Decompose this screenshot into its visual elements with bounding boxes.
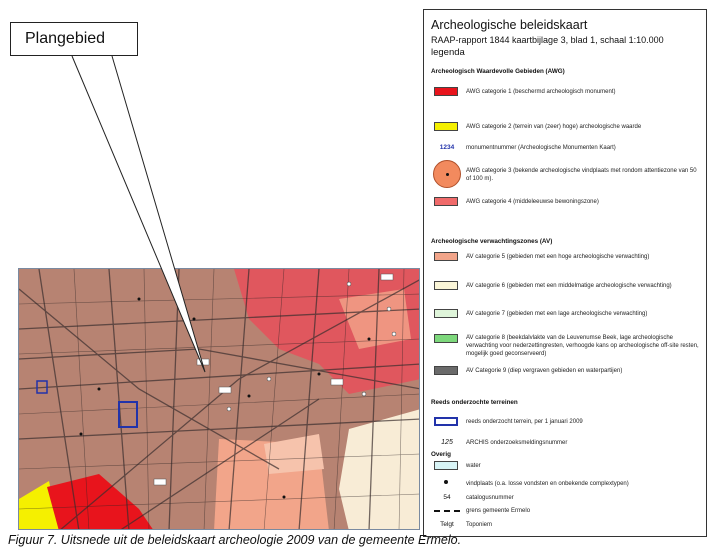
item-archis: ARCHIS onderzoeksmeldingsnummer: [466, 440, 568, 446]
swatch-av6: [434, 281, 458, 290]
item-av6: AV categorie 6 (gebieden met een middelmatige archeologische verwachting): [466, 283, 672, 289]
item-toponiem: Toponiem: [466, 522, 493, 528]
section-overig: Overig: [431, 451, 451, 458]
swatch-av7: [434, 309, 458, 318]
legend-label: legenda: [431, 47, 465, 58]
swatch-awg3: [433, 160, 461, 188]
toponiem-example: Telgt: [440, 521, 454, 528]
monument-number: 1234: [439, 144, 455, 151]
figure-caption: Figuur 7. Uitsnede uit de beleidskaart archeologie 2009 van de gemeente Ermelo.: [8, 533, 462, 547]
item-vindplaats: vindplaats (o.a. losse vondsten en onbekende complextypen): [466, 481, 629, 487]
item-av8: AV categorie 8 (beekdalvlakte van de Leuvenumse Beek, lage archeologische verwachting voor nederzettingresten, verhoogde kans op archeologische off-site resten, mogelijk goed geconserveerd): [466, 335, 699, 357]
swatch-av8: [434, 334, 458, 343]
item-monument: monumentnummer (Archeologische Monumenten Kaart): [466, 145, 616, 151]
catalogus-number: 54: [443, 494, 451, 501]
legend-title: Archeologische beleidskaart: [431, 18, 588, 32]
grens-line: [434, 510, 460, 512]
item-awg4: AWG categorie 4 (middeleeuwse bewoningszone): [466, 199, 599, 205]
item-av5: AV categorie 5 (gebieden met een hoge archeologische verwachting): [466, 254, 650, 260]
swatch-av9: [434, 366, 458, 375]
swatch-water: [434, 461, 458, 470]
plangebied-label: Plangebied: [25, 30, 106, 47]
section-av: Archeologische verwachtingszones (AV): [431, 238, 553, 245]
swatch-awg2: [434, 122, 458, 131]
swatch-av5: [434, 252, 458, 261]
item-awg3: AWG categorie 3 (bekende archeologische vindplaats met rondom attentiezone van 50 of 100 m).: [466, 168, 697, 182]
item-av7: AV categorie 7 (gebieden met een lage archeologische verwachting): [466, 311, 648, 317]
plangebied-callout: [10, 22, 138, 56]
item-grens: grens gemeente Ermelo: [466, 508, 531, 514]
swatch-awg1: [434, 87, 458, 96]
section-onderzocht: Reeds onderzochte terreinen: [431, 399, 518, 406]
swatch-onderzocht: [434, 417, 458, 426]
legend-subtitle: RAAP-rapport 1844 kaartbijlage 3, blad 1, schaal 1:10.000: [431, 35, 664, 45]
item-water: water: [466, 463, 481, 469]
archis-number: 125: [441, 439, 453, 446]
item-awg2: AWG categorie 2 (terrein van (zeer) hoge) archeologische waarde: [466, 124, 642, 130]
section-awg: Archeologisch Waardevolle Gebieden (AWG): [431, 68, 565, 75]
vindplaats-dot: [444, 480, 448, 484]
item-av9: AV Categorie 9 (diep vergraven gebieden en waterpartijen): [466, 368, 623, 374]
item-awg1: AWG categorie 1 (beschermd archeologisch monument): [466, 89, 616, 95]
item-onderzocht: reeds onderzocht terrein, per 1 januari 2009: [466, 419, 583, 425]
map-graphic: [19, 269, 420, 530]
item-catalogus: catalogusnummer: [466, 495, 514, 501]
map-legend: [423, 9, 707, 537]
map-excerpt: [18, 268, 420, 530]
swatch-awg4: [434, 197, 458, 206]
